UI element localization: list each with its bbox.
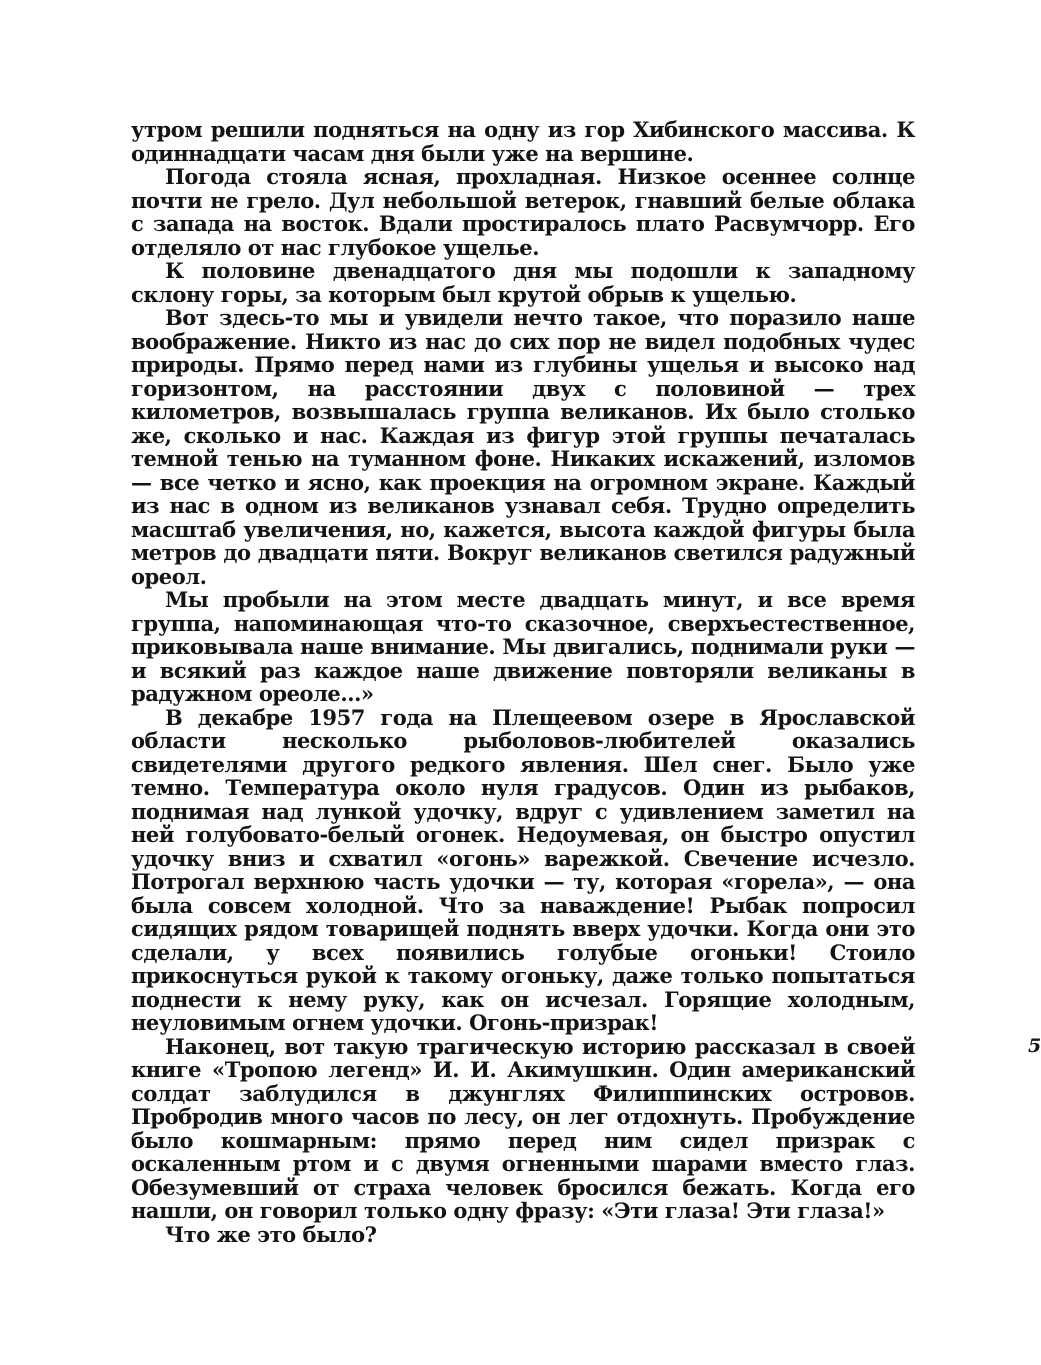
paragraph-8: Что же это было? xyxy=(165,1221,377,1247)
page-number: 5 xyxy=(1028,1035,1041,1057)
paragraph-1: утром решили подняться на одну из гор Хибинского массива. К одиннадцати часам дня были уже на вершине. xyxy=(131,117,915,166)
paragraph-3: К половине двенадцатого дня мы подошли к западному склону горы, за которым был крутой обрыв к ущелью. xyxy=(131,258,915,307)
paragraph-2: Погода стояла ясная, прохладная. Низкое осеннее солнце почти не грело. Дул небольшой ветерок, гнавший белые облака с запада на восток. Вдали простиралось плато Расвумчорр. Его отделяло от нас глубокое ущелье. xyxy=(131,164,915,260)
paragraph-7: Наконец, вот такую трагическую историю рассказал в своей книге «Тропою легенд» И. И. Акимушкин. Один американский солдат заблудился в джунглях Филиппинских островов. Пробродив много часов по лесу, он лег отдохнуть. Пробуждение было кошмарным: прямо перед ним сидел призрак с оскаленным ртом и с двумя огненными шарами вместо глаз. Обезумевший от страха человек бросился бежать. Когда его нашли, он говорил только одну фразу: «Эти глаза! Эти глаза!» xyxy=(131,1033,915,1223)
paragraph-4: Вот здесь-то мы и увидели нечто такое, что поразило наше воображение. Никто из нас до сих пор не видел подобных чудес природы. Прямо перед нами из глубины ущелья и высоко над горизонтом, на расстоянии двух с половиной — трех километров, возвышалась группа великанов. Их было столько же, сколько и нас. Каждая из фигур этой группы печаталась темной тенью на туманном фоне. Никаких искажений, изломов — все четко и ясно, как проекция на огромном экране. Каждый из нас в одном из великанов узнавал себя. Трудно определить масштаб увеличения, но, кажется, высота каждой фигуры была метров до двадцати пяти. Вокруг великанов светился радужный ореол. xyxy=(131,305,915,589)
paragraph-6: В декабре 1957 года на Плещеевом озере в Ярославской области несколько рыболовов-любителей оказались свидетелями другого редкого явления. Шел снег. Было уже темно. Температура около нуля градусов. Один из рыбаков, поднимая над лункой удочку, вдруг с удивлением заметил на ней голубовато-белый огонек. Недоумевая, он быстро опустил удочку вниз и схватил «огонь» варежкой. Свечение исчезло. Потрогал верхнюю часть удочки — ту, которая «горела», — она была совсем холодной. Что за наваждение! Рыбак попросил сидящих рядом товарищей поднять вверх удочки. Когда они это сделали, у всех появились голубые огоньки! Стоило прикоснуться рукой к такому огоньку, даже только попытаться поднести к нему руку, как он исчезал. Горящие холодным, неуловимым огнем удочки. Огонь-призрак! xyxy=(131,704,915,1035)
page-text xyxy=(131,117,1041,1247)
paragraph-5: Мы пробыли на этом месте двадцать минут, и все время группа, напоминающая что-то сказочное, сверхъестественное, приковывала наше внимание. Мы двигались, поднимали руки — и всякий раз каждое наше движение повторяли великаны в радужном ореоле...» xyxy=(131,587,915,706)
